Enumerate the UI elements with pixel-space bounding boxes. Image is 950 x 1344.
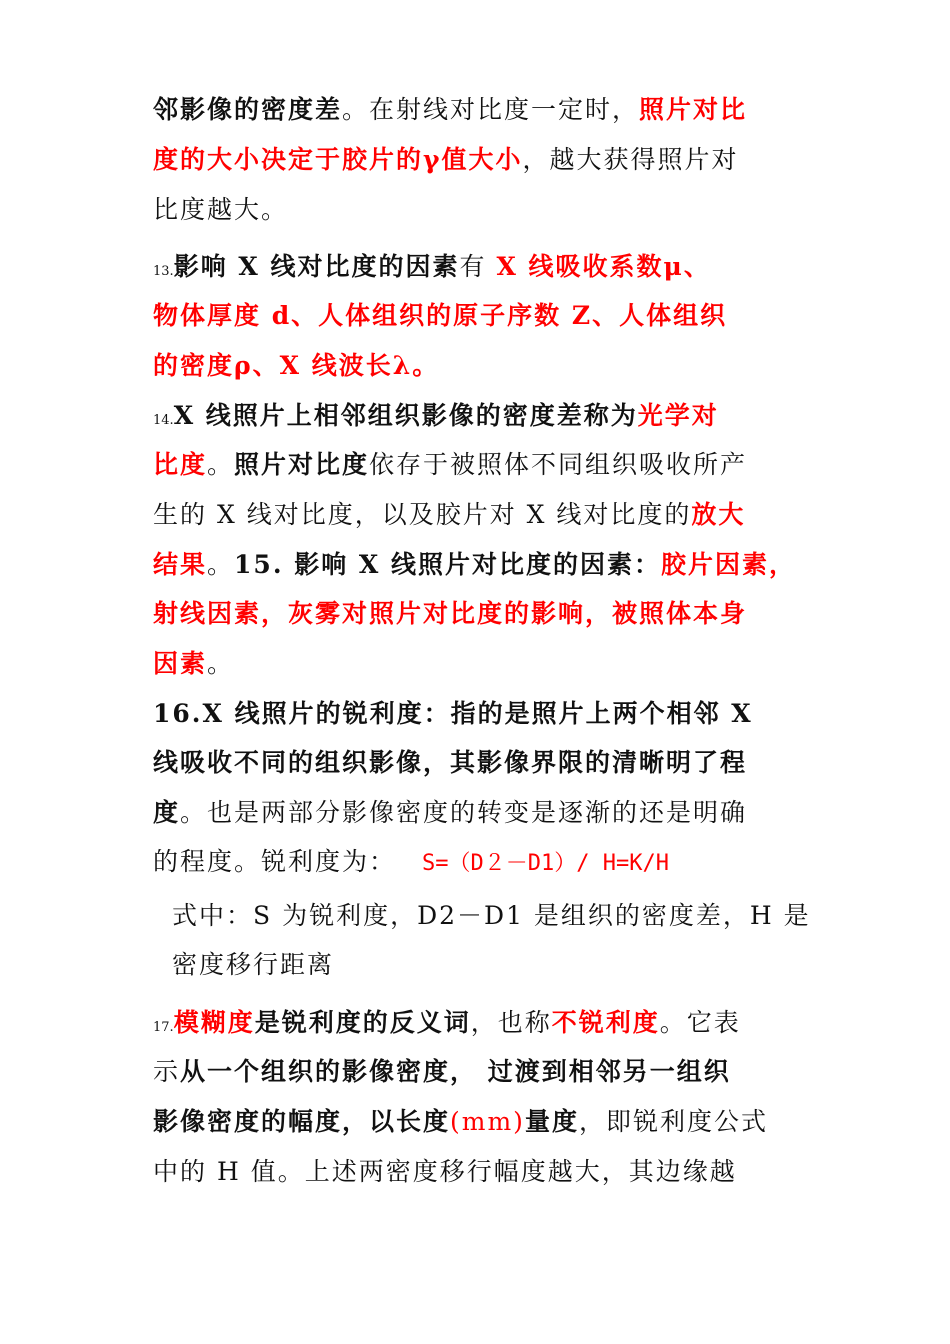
text-bold: 量度	[524, 1107, 579, 1136]
text-line-18	[172, 948, 334, 982]
text-normal: 示	[153, 1057, 181, 1086]
text-bold: X 线照片上相邻组织影像的密度差称为	[173, 401, 638, 430]
text-highlight: 度的大小决定于胶片的γ值大小	[153, 145, 523, 174]
item-number: 14.	[153, 413, 174, 428]
text-highlight: 模糊度	[173, 1008, 255, 1037]
text-bold: 影像密度的幅度，以长度	[153, 1107, 451, 1136]
text-highlight: 放大	[691, 500, 746, 529]
text-bold: 影响 X 线对比度的因素	[173, 252, 460, 281]
text-bold: 15. 影响 X 线照片对比度的因素：	[234, 550, 662, 579]
text-normal: 的程度。锐利度为：	[153, 847, 397, 876]
text-line-20	[153, 1055, 731, 1089]
text-normal: 中的 H 值。上述两密度移行幅度越大，其边缘越	[153, 1157, 737, 1186]
text-normal: ，即锐利度公式	[578, 1107, 768, 1136]
text-normal: 。也是两部分影像密度的转变是逐渐的还是明确	[180, 798, 748, 827]
text-line-1	[153, 93, 747, 127]
text-normal: 。在射线对比度一定时，	[342, 95, 640, 124]
sharpness-formula: S=（D２－D1）/ H=K/H	[422, 851, 669, 876]
text-highlight: 比度	[153, 450, 208, 479]
text-bold: 从一个组织的影像密度， 过渡到相邻另一组织	[180, 1057, 731, 1086]
text-line-21	[153, 1105, 768, 1139]
text-normal: ，越大获得照片对	[522, 145, 739, 174]
text-line-9	[153, 498, 745, 532]
text-bold: 线吸收不同的组织影像，其影像界限的清晰明了程	[153, 748, 748, 777]
text-highlight: 因素	[153, 649, 208, 678]
text-bold: 度	[153, 798, 181, 827]
text-normal: 。它表	[659, 1008, 741, 1037]
text-line-14	[153, 746, 747, 780]
text-bold: 邻影像的密度差	[153, 95, 343, 124]
text-line-16	[153, 845, 669, 881]
text-line-13	[153, 697, 753, 731]
text-line-7	[153, 399, 719, 438]
text-line-8	[153, 448, 747, 482]
text-line-17	[172, 899, 811, 933]
text-normal: 。	[207, 450, 235, 479]
text-normal: 有	[459, 252, 497, 281]
text-highlight: 不锐利度	[551, 1008, 660, 1037]
text-bold: 是锐利度的反义词	[254, 1008, 471, 1037]
text-line-5	[153, 299, 727, 333]
text-line-12	[153, 647, 234, 681]
text-highlight: 物体厚度 d、人体组织的原子序数 Z、人体组织	[153, 301, 728, 330]
item-number: 13.	[153, 264, 174, 279]
text-line-2	[153, 143, 739, 177]
text-normal: 。	[207, 649, 235, 678]
text-highlight: 照片对比	[639, 95, 748, 124]
text-highlight: X 线吸收系数μ、	[496, 252, 711, 281]
text-highlight: 射线因素，灰雾对照片对比度的影响，被照体本身	[153, 599, 748, 628]
text-normal: ，也称	[470, 1008, 552, 1037]
text-highlight: 胶片因素，	[661, 550, 797, 579]
text-line-10	[153, 548, 796, 582]
text-line-11	[153, 597, 747, 631]
text-line-15	[153, 796, 747, 830]
text-highlight: 结果	[153, 550, 208, 579]
text-normal: 。	[207, 550, 235, 579]
text-highlight: 光学对	[637, 401, 719, 430]
text-line-4	[153, 250, 711, 289]
text-highlight: 的密度ρ、X 线波长λ。	[153, 351, 440, 380]
text-line-3	[153, 193, 288, 227]
item-number: 17.	[153, 1020, 174, 1035]
text-line-22	[153, 1155, 737, 1189]
text-line-6	[153, 349, 439, 383]
text-line-19	[153, 1006, 741, 1045]
text-bold: 照片对比度	[234, 450, 370, 479]
unit-mm: (mm)	[450, 1107, 525, 1136]
text-bold: 16.X 线照片的锐利度：指的是照片上两个相邻 X	[153, 699, 753, 728]
text-normal: 比度越大。	[153, 195, 289, 224]
text-normal: 式中：S 为锐利度，D2－D1 是组织的密度差，H 是	[172, 901, 811, 930]
text-normal: 密度移行距离	[172, 950, 335, 979]
text-normal: 生的 X 线对比度，以及胶片对 X 线对比度的	[153, 500, 692, 529]
text-normal: 依存于被照体不同组织吸收所产	[369, 450, 748, 479]
